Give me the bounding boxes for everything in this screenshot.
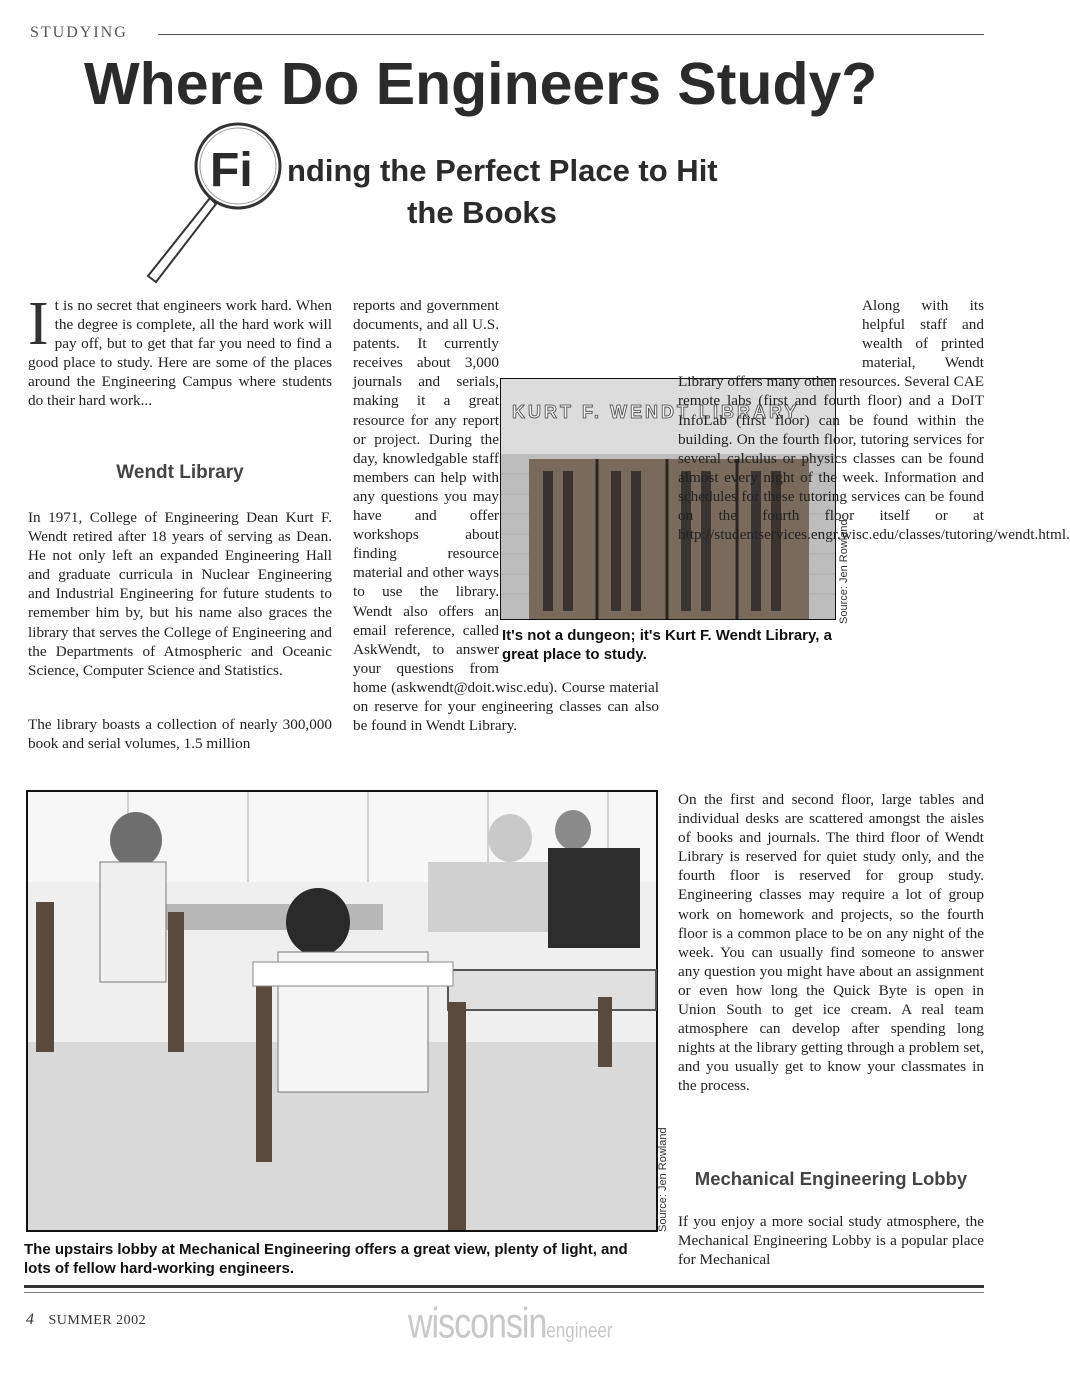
column-2-paragraph: reports and government documents, and all U.S. patents. It currently receives about 3,000 journals and serials, making it a great resource for any report or project. During the day, knowledgable staff members can help with any questions you may have and offer workshops about finding resource material and other ways to use the library. Wendt also offers an email reference, called AskWendt, to answer your questions from home (askwendt@doit.wisc.edu). Course material on reserve for your engineering classes can also be found in Wendt Library. [353,297,659,735]
intro-paragraph [28,290,332,411]
me-lobby-paragraph: If you enjoy a more social study atmosphere, the Mechanical Engineering Lobby is a popular place for Mechanical [678,1213,984,1269]
library-photo-credit: Source: Jen Rowland [838,519,850,624]
footer-rule [24,1285,984,1288]
masthead-engineer: engineer [546,1318,613,1343]
subtitle-line-1: nding the Perfect Place to Hit [287,153,718,188]
subtitle-fi: Fi [210,144,253,197]
drop-cap: I [28,290,49,358]
intro-text: t is no secret that engineers work hard. When the degree is complete, all the hard work will pay off, but to get that far you need to find a good place to study. Here are some of the places around the Engineering Campus where students do their hard work... [28,297,332,410]
footer-issue [26,1311,146,1329]
issue-date: SUMMER 2002 [48,1313,147,1328]
page-number: 4 [26,1311,35,1328]
floors-paragraph: On the first and second floor, large tables and individual desks are scattered amongst the aisles of books and journals. The third floor of Wendt Library is reserved for quiet study only, and the fourth floor is reserved for group study. Engineering classes may require a lot of group work on homework and projects, so the fourth floor is a common place to be on any night of the week. You can usually find someone to answer any question you might have about an assignment or even how long the Quick Byte is open in Union South to get ice cream. A real team atmosphere can develop after spending long nights at the library getting through a problem set, and you usually get to know your classmates in the process. [678,791,984,1095]
lobby-study-image [28,792,656,1230]
section-label: STUDYING [30,24,128,41]
lobby-photo-caption: The upstairs lobby at Mechanical Engineering offers a great view, plenty of light, and lots of fellow hard-working engineers. [24,1241,628,1277]
resources-paragraph: Along with its helpful staff and wealth of printed material, Wendt Library offers many other resources. Several CAE remote labs (first and fourth floor) and a DoIT InfoLab (first floor) can be found within the building. On the fourth floor, tutoring services for several calculus or physics classes can be found almost every night of the week. Information and schedules for these tutoring services can be found on the fourth floor itself or at http://studentservices.engr.wisc.edu/classes/tutoring/wendt.html. [678,297,1070,544]
masthead-wisconsin: wisconsin [408,1300,547,1348]
section-rule [158,34,984,35]
wrap-spacer-a [678,296,862,358]
library-photo-caption: It's not a dungeon; it's Kurt F. Wendt Library, a great place to study. [502,627,832,663]
subtitle-line-2: the Books [407,195,557,230]
library-sign: KURT F. WENDT LIBRARY [512,402,800,422]
lobby-photo [26,790,658,1232]
wendt-paragraph-2: The library boasts a collection of nearly 300,000 book and serial volumes, 1.5 million [28,716,332,753]
wendt-paragraph-1: In 1971, College of Engineering Dean Kurt F. Wendt retired after 18 years of serving as Dean. He not only left an expanded Engineering Hall and graduate curricula in Nuclear Engineering and Industrial Engineering for future students to remember him by, but his name also graces the library that serves the College of Engineering and the Departments of Atmospheric and Oceanic Science, Computer Science and Statistics. [28,509,332,679]
section-heading-wendt: Wendt Library [116,462,244,483]
page-title: Where Do Engineers Study? [84,51,878,117]
lobby-photo-credit: Source: Jen Rowland [657,1127,669,1232]
footer-rule-thin [24,1292,984,1293]
section-heading-me-lobby: Mechanical Engineering Lobby [694,1168,968,1189]
column-3-text [678,296,1070,544]
subtitle [287,150,847,234]
wisconsin-engineer-logo [408,1300,613,1349]
